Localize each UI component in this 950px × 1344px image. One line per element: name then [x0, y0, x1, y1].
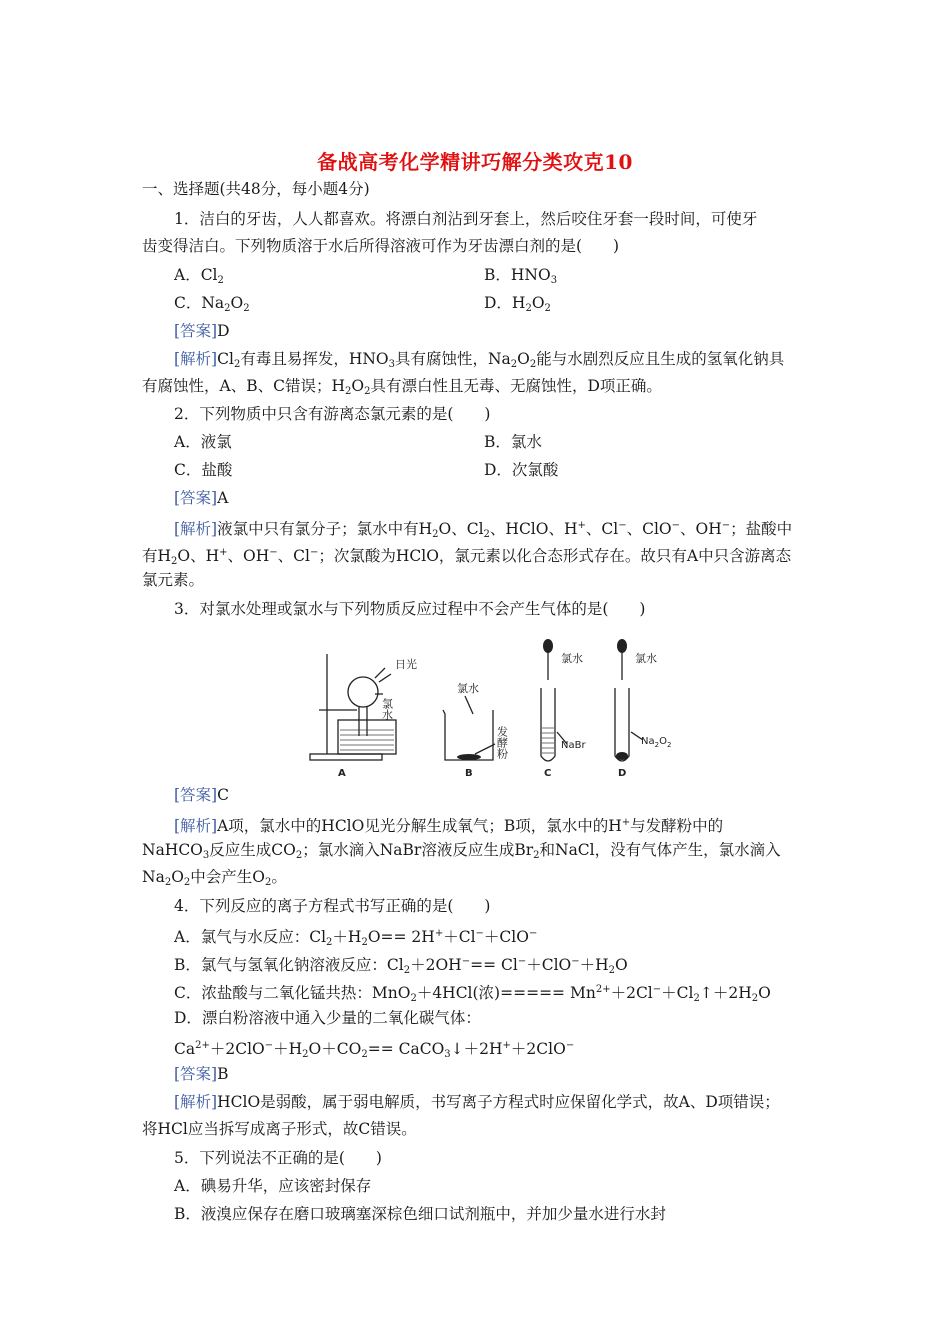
sunlight-label: 日光 [395, 658, 417, 671]
tube-c-liquid [542, 728, 554, 753]
q4-stem: 4．下列反应的离子方程式书写正确的是( ) [174, 897, 491, 915]
chlorine-water-label-a: 氯水 [380, 698, 394, 720]
light-arrow-1 [375, 668, 385, 678]
figure-label-a: A [338, 768, 346, 779]
q4-option-a: A．氯气与水反应：$Cl_2+H_2O== 2H^++Cl^-+ClO^-$ [174, 928, 538, 948]
q3-analysis-line3: $Na_2O_2$中会产生$O_2$。 [142, 868, 287, 888]
document-title: 备战高考化学精讲巧解分类攻克10 [317, 150, 633, 174]
q2-option-b: B．氯水 [484, 433, 542, 451]
figure-label-b: B [465, 768, 473, 779]
q5-stem: 5．下列说法不正确的是( ) [174, 1149, 382, 1167]
stand-base [310, 754, 382, 760]
q2-option-a: A．液氯 [174, 433, 232, 451]
q3-analysis-line2: NaHCO$_3$反应生成$CO_2$；氯水滴入NaBr溶液反应生成$Br_2$和NaCl，没有气体产生，氯水滴入 [142, 841, 781, 861]
q2-option-c: C．盐酸 [174, 461, 233, 479]
chlorine-water-label-b: 氯水 [457, 682, 479, 695]
dropper-bulb-d [617, 639, 627, 653]
q4-analysis-line2: 将HCl应当拆写成离子形式，故C错误。 [142, 1120, 417, 1138]
q4-analysis-line1: [解析]HClO是弱酸，属于弱电解质，书写离子方程式时应保留化学式，故A、D项错误； [174, 1093, 780, 1111]
test-tube-c [541, 688, 555, 761]
ferment-powder-label: 发酵粉 [495, 726, 509, 759]
na2o2-solid [616, 752, 628, 760]
q2-answer: [答案]A [174, 489, 229, 507]
q1-option-d: D．$H_2O_2$ [484, 294, 551, 314]
round-flask [348, 677, 378, 707]
na2o2-label: $Na_2O_2$ [641, 736, 672, 749]
q1-analysis-line1: [解析]$Cl_2$有毒且易挥发，$HNO_3$具有腐蚀性，$Na_2O_2$能与水剧烈反应且生成的氢氧化钠具 [174, 350, 785, 370]
q1-analysis-line2: 有腐蚀性，A、B、C错误；$H_2O_2$具有漂白性且无毒、无腐蚀性，D项正确。 [142, 377, 662, 397]
q4-answer: [答案]B [174, 1065, 229, 1083]
chlorine-water-label-c: 氯水 [561, 652, 583, 665]
light-arrow-2 [379, 674, 391, 682]
q5-option-b: B．液溴应保存在磨口玻璃塞深棕色细口试剂瓶中，并加少量水进行水封 [174, 1205, 666, 1223]
nabr-label: NaBr [561, 740, 586, 751]
q3-figure [305, 632, 705, 782]
q2-analysis-line1: [解析]液氯中只有氯分子；氯水中有$H_2O$、$Cl_2$、HClO、H+、Cl−、ClO−、OH−；盐酸中 [174, 520, 793, 540]
q1-option-c: C．$Na_2O_2$ [174, 294, 250, 314]
figure-label-d: D [618, 768, 627, 779]
q2-stem: 2．下列物质中只含有游离态氯元素的是( ) [174, 405, 491, 423]
ferment-powder-pile [457, 754, 481, 760]
q4-option-c: C．浓盐酸与二氧化锰共热：MnO$_2$＋4HCl(浓)===== $Mn^{2+}+2Cl^-+Cl_2↑+2H_2O$ [174, 984, 771, 1004]
beaker [443, 710, 493, 760]
q1-option-b: B．$HNO_3$ [484, 266, 558, 286]
q2-analysis-line3: 氯元素。 [142, 571, 205, 589]
q5-option-a: A．碘易升华，应该密封保存 [174, 1177, 372, 1195]
q3-stem: 3．对氯水处理或氯水与下列物质反应过程中不会产生气体的是( ) [174, 600, 646, 618]
q4-option-d-equation: $Ca^{2+}+2ClO^-+H_2O+CO_2==$ CaCO$_3$↓＋2H+＋2ClO− [174, 1040, 575, 1060]
leader-b2 [475, 744, 495, 754]
dropper-bulb-c [543, 639, 553, 653]
q4-option-d: D．漂白粉溶液中通入少量的二氧化碳气体： [174, 1009, 481, 1027]
q3-answer: [答案]C [174, 786, 229, 804]
q2-option-d: D．次氯酸 [484, 461, 559, 479]
figure-label-c: C [544, 768, 552, 779]
q1-option-a: A．$Cl_2$ [174, 266, 224, 286]
q1-answer: [答案]D [174, 322, 230, 340]
test-tube-d [615, 688, 629, 761]
q1-stem-line1: 1．洁白的牙齿，人人都喜欢。将漂白剂沾到牙套上，然后咬住牙套一段时间，可使牙 [174, 210, 758, 228]
section-heading: 一、选择题(共48分，每小题4分) [142, 180, 370, 198]
q3-analysis-line1: [解析]A项，氯水中的HClO见光分解生成氧气；B项，氯水中的H+与发酵粉中的 [174, 817, 724, 835]
chlorine-water-label-d: 氯水 [635, 652, 657, 665]
q1-stem-line2: 齿变得洁白。下列物质溶于水后所得溶液可作为牙齿漂白剂的是( ) [142, 237, 620, 255]
leader-b1 [465, 696, 473, 714]
q2-analysis-line2: 有$H_2O$、H+、OH−、Cl−；次氯酸为HClO，氯元素以化合态形式存在。故只有A中只含游离态 [142, 547, 792, 567]
q4-option-b: B．氯气与氢氧化钠溶液反应：$Cl_2+2OH^-== Cl^-+ClO^-+H_2O$ [174, 956, 628, 976]
